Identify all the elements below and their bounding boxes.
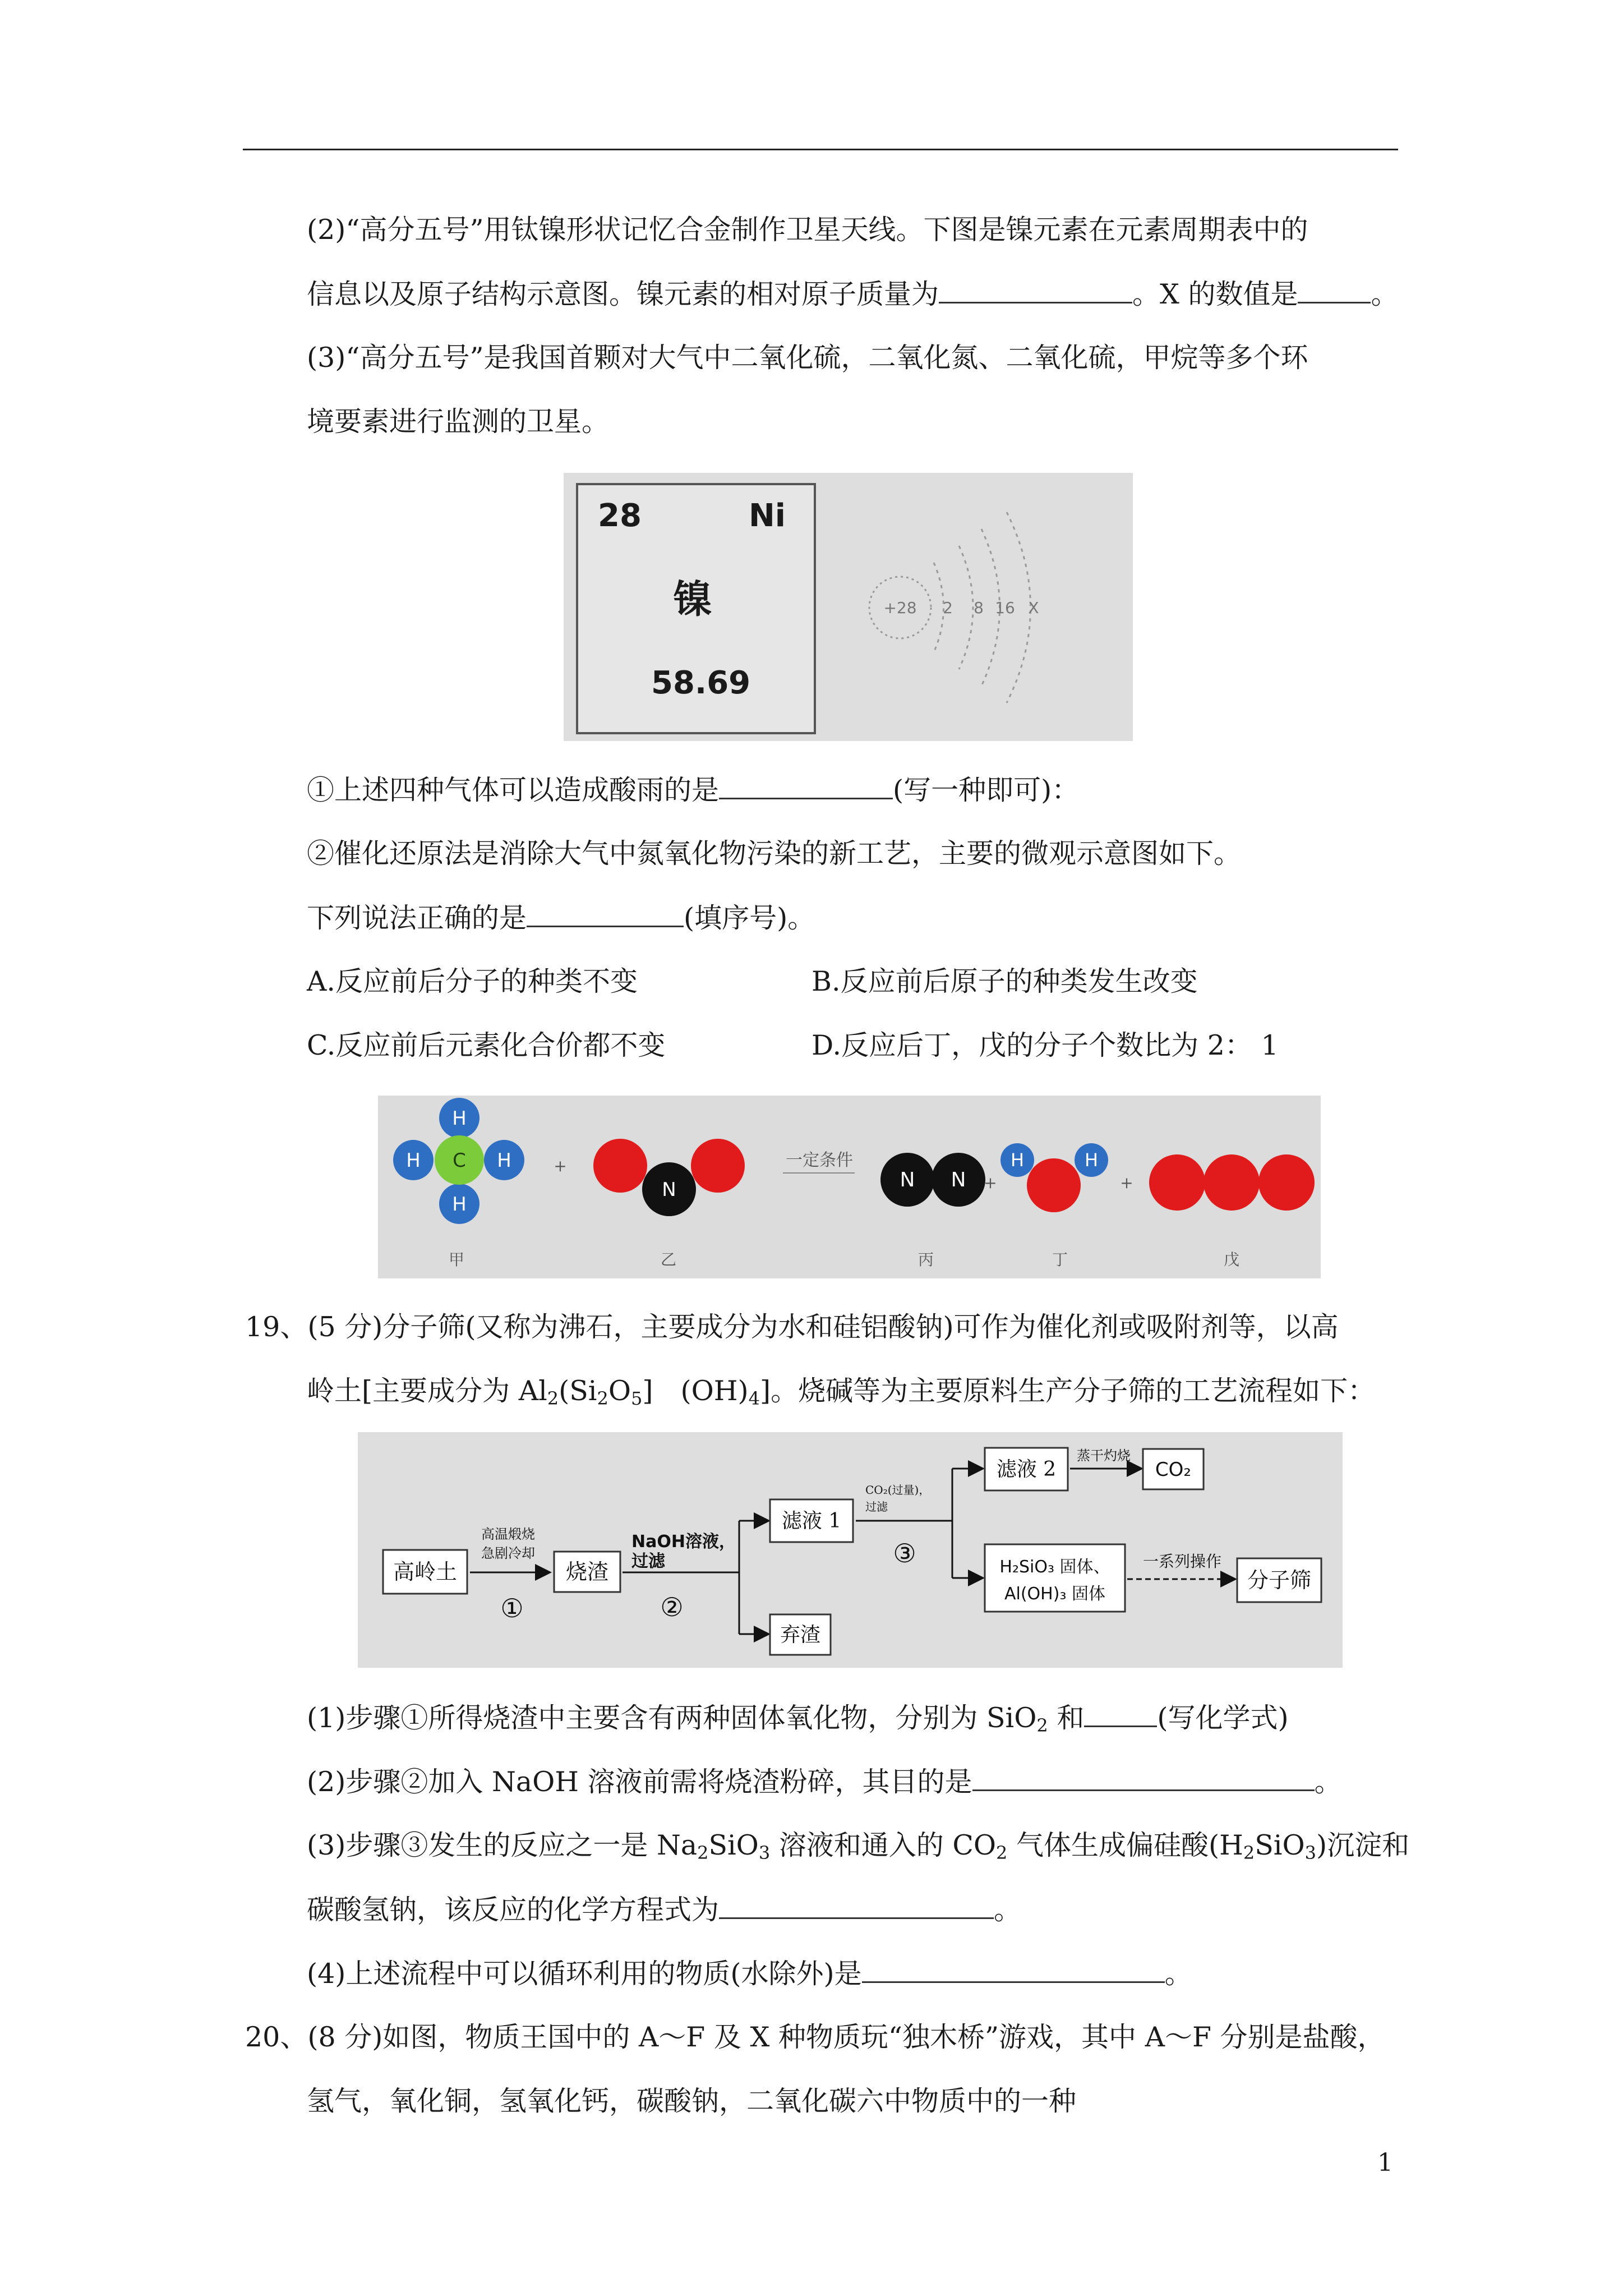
atom-h-label: H (452, 1107, 467, 1130)
step3-marker: ③ (893, 1538, 916, 1568)
shell-electrons-2: 8 (974, 599, 984, 617)
step2-marker: ② (660, 1592, 684, 1622)
sub2-line: ②催化还原法是消除大气中氮氧化物污染的新工艺，主要的微观示意图如下。 (307, 838, 1242, 869)
q19-line1: 19、(5 分)分子筛(又称为沸石，主要成分为水和硅铝酸钠)可作为催化剂或吸附剂等，以高 (245, 1311, 1339, 1343)
atomic-structure-diagram (838, 495, 1119, 720)
q3-line1: (3)“高分五号”是我国首颗对大气中二氧化硫，二氧化氮、二氧化硫，甲烷等多个环 (307, 342, 1308, 374)
option-d: D.反应后丁，戊的分子个数比为 2： 1 (811, 1029, 1279, 1061)
element-name: 镍 (674, 577, 712, 622)
answer-blank-purpose[interactable] (972, 1765, 1315, 1791)
atom-o (691, 1139, 745, 1193)
shell-arc-2 (959, 546, 973, 669)
label-yi: 乙 (660, 1250, 677, 1269)
label-bing: 丙 (917, 1250, 934, 1269)
label-ding: 丁 (1052, 1250, 1068, 1269)
process-flow-chart (358, 1432, 1343, 1668)
atom-n-label: N (900, 1168, 915, 1191)
sub3-line: 下列说法正确的是 (填序号)。 (307, 902, 815, 934)
q2-line1: (2)“高分五号”用钛镍形状记忆合金制作卫星天线。下图是镍元素在元素周期表中的 (307, 214, 1308, 246)
q19-part3-line2: 碳酸氢钠，该反应的化学方程式为 。 (307, 1894, 1022, 1926)
solids-line2: Al(OH)₃ 固体 (1004, 1584, 1105, 1604)
q19-part3: (3)步骤③发生的反应之一是 $Na_2SiO_3$ 溶液和通入的 $CO_2$ 气体生成偏硅酸$(H_2SiO_3)$沉淀和 (307, 1829, 1410, 1864)
box-waste-label: 弃渣 (780, 1623, 821, 1646)
q19-part4: (4)上述流程中可以循环利用的物质(水除外)是 。 (307, 1958, 1192, 1990)
nucleus-charge: +28 (883, 599, 917, 617)
atom-o (1149, 1154, 1205, 1211)
answer-blank-acid-rain[interactable] (719, 773, 893, 799)
page-number: 1 (1377, 2148, 1393, 2177)
periodic-table-cell (576, 483, 816, 734)
atom-o (1027, 1158, 1081, 1212)
reaction-diagram (378, 1096, 1321, 1278)
molecule-co2 (1149, 1154, 1315, 1211)
box-sieve-label: 分子筛 (1247, 1568, 1312, 1593)
q20-line1: 20、(8 分)如图，物质王国中的 A～F 及 X 种物质玩“独木桥”游戏，其中 A～F 分别是盐酸， (245, 2021, 1385, 2053)
option-c: C.反应前后元素化合价都不变 (307, 1029, 666, 1061)
atom-c-label: C (453, 1149, 466, 1172)
step2-text: NaOH溶液， (631, 1532, 736, 1552)
atom-n-label: N (662, 1179, 676, 1201)
q3-line2: 境要素进行监测的卫星。 (307, 406, 610, 438)
atom-h-label: H (1010, 1149, 1025, 1171)
atomic-number: 28 (598, 498, 642, 534)
option-b: B.反应前后原子的种类发生改变 (811, 965, 1198, 997)
answer-blank-choice[interactable] (527, 901, 684, 927)
shell-electrons-1: 2 (943, 599, 953, 617)
q19-part2: (2)步骤②加入 NaOH 溶液前需将烧渣粉碎，其目的是 。 (307, 1766, 1342, 1798)
evaporate-text: 蒸干灼烧 (1077, 1448, 1131, 1464)
atom-o (1258, 1154, 1315, 1211)
answer-blank-recycle[interactable] (862, 1957, 1165, 1983)
step1-bottom-text: 急剧冷却 (481, 1545, 535, 1561)
q2-line2: 信息以及原子结构示意图。镍元素的相对原子质量为 。X 的数值是 。 (307, 278, 1399, 310)
reaction-condition: 一定条件 (786, 1151, 853, 1170)
sub1-line: ①上述四种气体可以造成酸雨的是 (写一种即可)： (307, 774, 1080, 806)
label-jia: 甲 (448, 1250, 465, 1269)
nickel-figure (564, 473, 1133, 741)
q19-line2: 岭土[主要成分为 $Al_2(Si_2O_5]$ $(OH)_4$]。烧碱等为主要原料生产分子筛的工艺流程如下： (307, 1375, 1376, 1409)
q20-line2: 氢气，氧化铜，氢氧化钙，碳酸钠，二氧化碳六中物质中的一种 (307, 2085, 1077, 2117)
answer-blank-oxide[interactable] (1084, 1701, 1157, 1727)
shell-electrons-3: 16 (995, 599, 1015, 617)
step3-top-text: CO₂(过量)， (865, 1483, 930, 1497)
atom-c (1204, 1154, 1260, 1211)
shell-electrons-4: X (1028, 599, 1039, 617)
atom-n-label: N (951, 1168, 966, 1191)
box-filtrate1-label: 滤液 1 (781, 1510, 842, 1533)
answer-blank-x[interactable] (1298, 277, 1371, 303)
atom-h-label: H (406, 1149, 421, 1172)
atom-h-label: H (497, 1149, 511, 1172)
atom-h-label: H (452, 1193, 467, 1216)
plus-sign: + (1120, 1174, 1133, 1192)
box-filtrate2-label: 滤液 2 (996, 1458, 1057, 1481)
box-co2-label: CO₂ (1155, 1458, 1192, 1481)
solids-line1: H₂SiO₃ 固体、 (999, 1557, 1110, 1577)
atomic-mass: 58.69 (651, 665, 751, 701)
shell-arc-1 (934, 563, 944, 652)
step3-bottom-text: 过滤 (865, 1500, 888, 1513)
element-symbol: Ni (748, 498, 786, 534)
step2b-text: 过滤 (631, 1552, 665, 1571)
option-a: A.反应前后分子的种类不变 (307, 965, 638, 997)
operations-text: 一系列操作 (1142, 1552, 1222, 1571)
plus-sign: + (554, 1157, 567, 1175)
step1-top-text: 高温煅烧 (481, 1526, 535, 1542)
label-wu: 戊 (1223, 1250, 1240, 1269)
box-kaolin-label: 高岭土 (393, 1559, 458, 1584)
q19-part1: (1)步骤①所得烧渣中主要含有两种固体氧化物，分别为 SiO$_2$ 和 (写化学式) (307, 1702, 1289, 1736)
step1-marker: ① (500, 1593, 524, 1623)
answer-blank-equation[interactable] (719, 1893, 994, 1919)
atom-h-label: H (1084, 1149, 1099, 1171)
answer-blank-mass[interactable] (939, 277, 1132, 303)
header-rule (243, 149, 1398, 150)
box-slag-label: 烧渣 (565, 1559, 609, 1584)
atom-o (593, 1139, 647, 1193)
plus-sign: + (984, 1174, 997, 1192)
